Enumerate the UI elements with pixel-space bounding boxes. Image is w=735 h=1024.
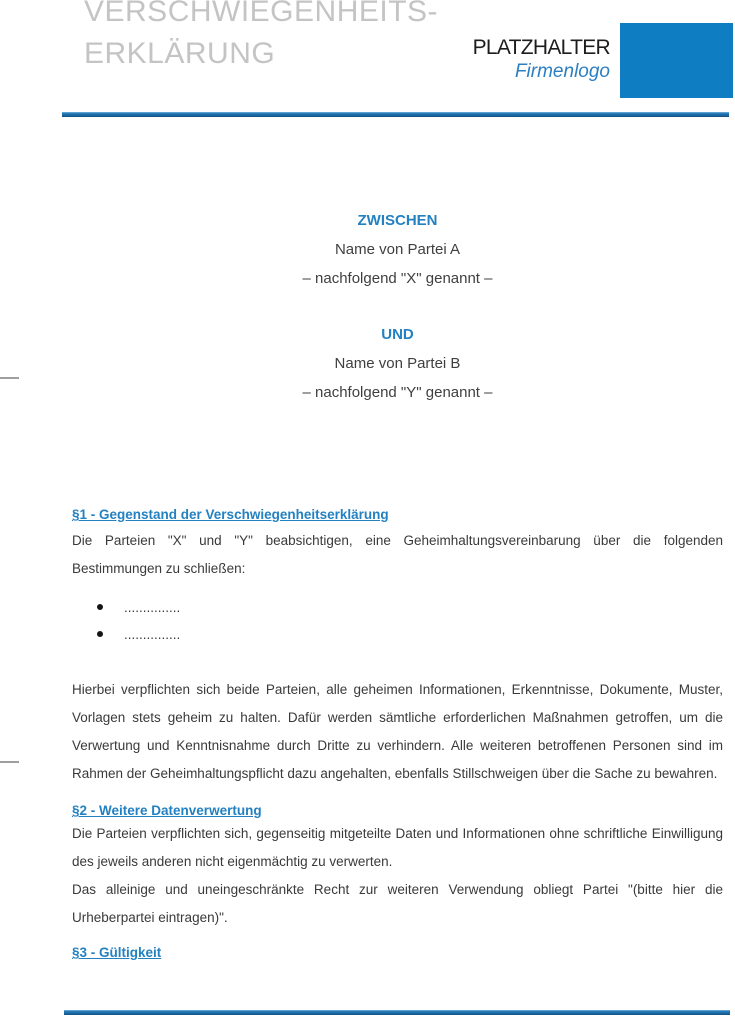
section-2-paragraph-1: Die Parteien verpflichten sich, gegenseitig mitgeteilte Daten und Informationen ohne schriftliche Einwilligung des jeweils anderen nicht eigenmächtig zu verwerten.	[72, 826, 723, 869]
party-a-alias: – nachfolgend "X" genannt –	[302, 270, 493, 287]
bullet-item-text: ...............	[124, 627, 181, 642]
bullet-item	[72, 621, 723, 648]
logo-subtitle: Firmenlogo	[514, 61, 610, 82]
fold-mark-bottom	[0, 761, 19, 763]
section-2-paragraph-2: Das alleinige und uneingeschränkte Recht zur weiteren Verwendung obliegt Partei "(bitte hier die Urheberpartei eintragen)".	[72, 882, 723, 925]
document-title-line2: ERKLÄRUNG	[84, 37, 276, 70]
header-divider	[62, 112, 729, 117]
section-1-heading: §1 - Gegenstand der Verschwiegenheitserklärung	[72, 507, 389, 522]
bullet-dot-icon	[97, 604, 103, 610]
party-b-alias: – nachfolgend "Y" genannt –	[302, 384, 493, 401]
bullet-dot-icon	[97, 631, 103, 637]
and-label: UND	[381, 326, 414, 343]
footer-divider	[64, 1010, 730, 1015]
bullet-item-text: ...............	[124, 600, 181, 615]
parties-gap	[72, 293, 723, 320]
document-title	[84, 0, 438, 75]
section-3-heading: §3 - Gültigkeit	[72, 945, 162, 960]
bullet-item	[72, 594, 723, 621]
section-2-heading: §2 - Weitere Datenverwertung	[72, 803, 262, 818]
parties-block	[72, 206, 723, 407]
section-1-body: Hierbei verpflichten sich beide Parteien, alle geheimen Informationen, Erkenntnisse, Dokumente, Muster, Vorlagen stets geheim zu halten. Dafür werden sämtliche erforderlichen Maßnahmen getroffen, um die Verwertung und Kenntnisnahme durch Dritte zu verhindern. Alle weiteren betroffenen Personen sind im Rahmen der Geheimhaltungspflicht dazu angehalten, ebenfalls Stillschweigen über die Sache zu bewahren.	[72, 682, 723, 781]
fold-mark-top	[0, 377, 19, 379]
section-2-body	[72, 820, 723, 932]
document-title-line1: VERSCHWIEGENHEITS-	[84, 0, 439, 28]
section-1-intro: Die Parteien "X" und "Y" beabsichtigen, eine Geheimhaltungsvereinbarung über die folgenden Bestimmungen zu schließen:	[72, 533, 723, 576]
between-label: ZWISCHEN	[357, 212, 438, 229]
company-logo-square-icon	[620, 23, 733, 98]
logo-placeholder-name: PLATZHALTER	[472, 36, 610, 59]
party-b-name: Name von Partei B	[334, 355, 461, 372]
company-logo-text	[473, 36, 610, 83]
section-1-bullet-list	[72, 594, 723, 648]
party-a-name: Name von Partei A	[334, 241, 461, 258]
